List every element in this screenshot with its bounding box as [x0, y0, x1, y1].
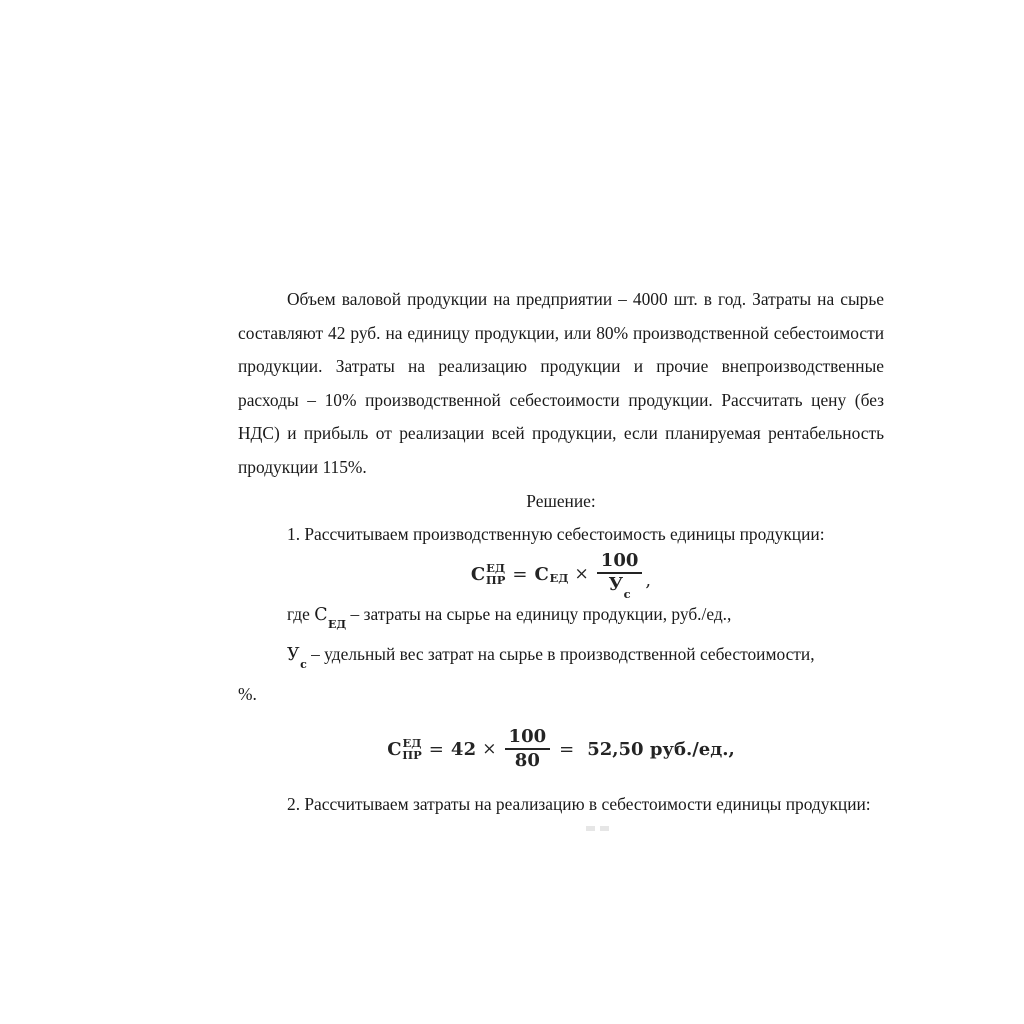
solution-heading: Решение: — [526, 490, 596, 511]
formula-1-denominator-symbol: У — [608, 573, 624, 595]
formula-2-lhs-subscript: ПР — [402, 748, 422, 763]
formula-2-factor: 42 — [450, 738, 477, 760]
text-column — [238, 283, 884, 821]
where-line-1-text: – затраты на сырье на единицу продукции, руб./ед., — [350, 604, 732, 625]
step-2-paragraph: 2. Рассчитываем затраты на реализацию в себестоимости единицы продукции: — [287, 793, 871, 814]
formula-1-times: × — [574, 564, 589, 585]
formula-1-equals: = — [512, 564, 528, 586]
inline-symbol-u-c-subscript: с — [300, 657, 307, 671]
formula-2-fraction — [505, 727, 551, 771]
clipped-content-artifact — [586, 826, 612, 831]
formula-1-rhs-subscript: ЕД — [549, 571, 569, 586]
formula-1-lhs-symbol: C — [470, 564, 486, 586]
formula-2-result: 52,50 руб./ед., — [587, 738, 735, 760]
inline-symbol-s-ed-base: С — [314, 605, 328, 626]
formula-2-row — [387, 725, 735, 772]
inline-symbol-s-ed-subscript: ЕД — [328, 617, 347, 631]
formula-2-equals: = — [428, 738, 444, 760]
step-1-paragraph: 1. Рассчитываем производственную себестоимость единицы продукции: — [287, 524, 825, 545]
formula-2-times: × — [482, 738, 497, 759]
where-line-2-continuation: %. — [238, 684, 257, 705]
where-prefix: где — [287, 604, 310, 625]
formula-2-numerator: 100 — [508, 725, 547, 747]
formula-1-row — [470, 549, 652, 602]
inline-symbol-u-c — [287, 645, 307, 671]
where-line-2-text: – удельный вес затрат на сырье в производственной себестоимости, — [311, 644, 815, 665]
formula-2-lhs-superscript: ЕД — [402, 736, 422, 751]
formula-1 — [238, 549, 884, 602]
problem-statement-paragraph: Объем валовой продукции на предприятии – 4000 шт. в год. Затраты на сырье составляют 42 руб. на единицу продукции, или 80% производственной себестоимости продукции. Затраты на реализацию продукции и прочие внепроизводственные расходы – 10% производственной себестоимости продукции. Рассчитать цену (без НДС) и прибыль от реализации всей продукции, если планируемая рентабельность продукции 115%. — [238, 289, 884, 477]
formula-1-rhs-symbol: С — [534, 564, 550, 586]
inline-symbol-s-ed — [314, 605, 347, 631]
formula-1-lhs-superscript: ЕД — [486, 561, 506, 576]
formula-1-lhs-affixes — [486, 563, 506, 587]
formula-2-denominator: 80 — [514, 749, 540, 771]
where-line-2 — [238, 638, 884, 678]
formula-1-lhs-subscript: ПР — [485, 573, 506, 588]
formula-2-lhs-affixes — [402, 738, 422, 762]
formula-1-denominator-subscript: с — [623, 587, 631, 602]
formula-1-numerator: 100 — [600, 549, 639, 571]
formula-2-lhs-symbol: C — [387, 738, 402, 760]
formula-1-denominator — [605, 573, 635, 602]
formula-2-equals-2: = — [559, 738, 575, 760]
formula-1-fraction — [597, 549, 643, 602]
formula-2 — [238, 725, 884, 772]
where-line-1 — [238, 598, 884, 638]
formula-1-trailing-comma: , — [645, 570, 652, 592]
inline-symbol-u-c-base: У — [287, 645, 300, 666]
